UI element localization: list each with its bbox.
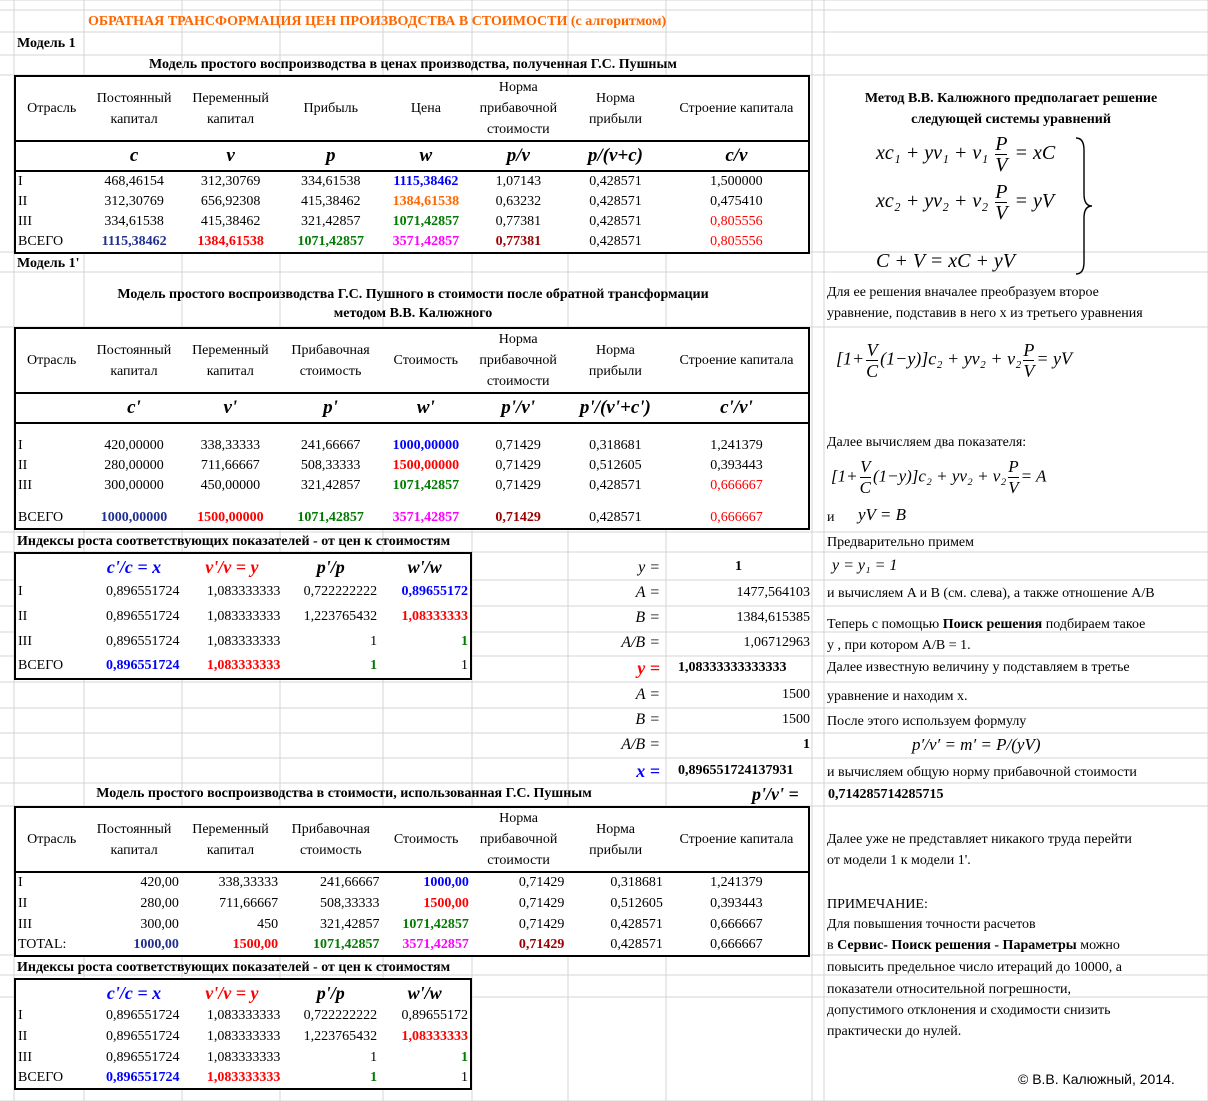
cell: 280,00 bbox=[140, 895, 179, 911]
cell: 1,083333333 bbox=[206, 633, 281, 649]
model1-label: Модель 1 bbox=[17, 36, 76, 51]
table-row bbox=[15, 893, 809, 914]
cell: I bbox=[18, 174, 23, 189]
cell: 1 bbox=[379, 629, 471, 654]
page-title: ОБРАТНАЯ ТРАНСФОРМАЦИЯ ЦЕН ПРОИЗВОДСТВА В СТОИМОСТИ (с алгоритмом) bbox=[88, 14, 667, 29]
index2-table bbox=[14, 978, 472, 1090]
cell: 0,428571 bbox=[589, 214, 642, 229]
table-row bbox=[15, 654, 471, 679]
calc-value: 1477,564103 bbox=[736, 585, 810, 600]
cell: 0,71429 bbox=[518, 895, 565, 911]
cell: 1071,42857 bbox=[392, 214, 460, 229]
header-cell: Норма прибыли bbox=[589, 821, 643, 858]
cell: 1071,42857 bbox=[297, 234, 364, 249]
cell: 1,083333333 bbox=[206, 658, 281, 673]
calc-label: B = bbox=[635, 711, 660, 728]
cell: 0,428571 bbox=[589, 478, 642, 493]
table-row bbox=[15, 872, 809, 893]
eq2-left: xc₂ + yv₂ + v₂ bbox=[876, 190, 989, 213]
header-cell: Отрасль bbox=[27, 832, 77, 847]
cell: II bbox=[18, 458, 28, 473]
cell: II bbox=[18, 895, 28, 911]
symbol-cell: p/v bbox=[506, 145, 530, 166]
cell: 1384,61538 bbox=[197, 234, 264, 249]
eq1-right: = xC bbox=[1014, 142, 1056, 165]
header-cell: Прибавочная стоимость bbox=[291, 821, 370, 858]
cell: 450,00000 bbox=[200, 478, 261, 493]
cell: 420,00 bbox=[140, 875, 179, 890]
table-row bbox=[15, 1005, 471, 1026]
table-row bbox=[15, 476, 809, 496]
cell: 1,500000 bbox=[710, 174, 763, 189]
cell: 1500,00 bbox=[423, 895, 469, 911]
copyright: © В.В. Калюжный, 2014. bbox=[1018, 1071, 1175, 1087]
cell: 1 bbox=[379, 654, 471, 679]
header-cell: Стоимость bbox=[393, 832, 459, 847]
calc-label: A = bbox=[635, 584, 660, 601]
symbol-cell: c' bbox=[127, 397, 141, 418]
cell: 0,896551724 bbox=[105, 608, 180, 624]
cell: TOTAL: bbox=[18, 937, 67, 952]
cell: 321,42857 bbox=[300, 478, 361, 493]
eq1-left: xc₁ + yv₁ + v₁ bbox=[876, 142, 989, 165]
calc-value: 1,08333333333333 bbox=[678, 660, 787, 675]
cell: 1,07143 bbox=[495, 174, 542, 189]
cell: II bbox=[18, 608, 28, 624]
cell: III bbox=[18, 916, 32, 932]
header-cell: Норма прибавочной стоимости bbox=[479, 332, 557, 389]
cell: 1500,00000 bbox=[197, 510, 264, 525]
cell: 1 bbox=[370, 658, 378, 673]
cell: 0,428571 bbox=[610, 916, 663, 932]
cell: 1115,38462 bbox=[101, 234, 167, 249]
cell: 0,77381 bbox=[495, 234, 542, 249]
equation-4: [1+ $\frac{V}{C}$ (1−y)]c₂ + yv₂ + v₂ $\frac{P}{V}$ = yV bbox=[836, 340, 1072, 381]
text-4: Предварительно примем bbox=[827, 535, 975, 550]
header-cell: Строение капитала bbox=[679, 832, 794, 847]
header-cell: Отрасль bbox=[27, 353, 77, 368]
calc-label: A/B = bbox=[621, 736, 660, 753]
model1p-label: Модель 1' bbox=[17, 256, 80, 271]
symbol-cell: p' bbox=[323, 397, 338, 418]
cell: 711,66667 bbox=[219, 895, 279, 911]
header-cell: Стоимость bbox=[393, 353, 459, 368]
cell: II bbox=[18, 1028, 28, 1044]
cell: 0,896551724 bbox=[105, 583, 180, 599]
cell: 1000,00 bbox=[423, 875, 469, 890]
cell: 0,393443 bbox=[710, 895, 763, 911]
equation-7: y = y₁ = 1 bbox=[832, 557, 898, 574]
cell: 0,71429 bbox=[518, 875, 565, 890]
table-row bbox=[15, 212, 809, 232]
cell: I bbox=[18, 875, 23, 890]
cell: 415,38462 bbox=[200, 214, 261, 229]
text-3: Далее вычисляем два показателя: bbox=[827, 435, 1027, 450]
header-cell: p'/p bbox=[316, 982, 345, 1003]
header-cell: Строение капитала bbox=[679, 353, 794, 368]
table-row bbox=[15, 192, 809, 212]
table-row bbox=[15, 579, 471, 604]
note-title: ПРИМЕЧАНИЕ: bbox=[827, 897, 928, 912]
table-row bbox=[15, 935, 809, 956]
cell: 321,42857 bbox=[300, 214, 361, 229]
cell: ВСЕГО bbox=[18, 658, 64, 673]
header-cell: Норма прибыли bbox=[588, 342, 642, 379]
cell: 1,223765432 bbox=[303, 608, 378, 624]
cell: 0,896551724 bbox=[105, 1070, 180, 1085]
model1p-caption-2: методом В.В. Калюжного bbox=[333, 306, 493, 321]
cell: 321,42857 bbox=[319, 916, 380, 932]
eq6-and: и bbox=[827, 510, 835, 525]
cell: I bbox=[18, 438, 23, 453]
cell: 0,71429 bbox=[495, 510, 541, 525]
cell: 0,428571 bbox=[589, 234, 642, 249]
model1p-table bbox=[14, 327, 810, 530]
text-11: и вычисляем общую норму прибавочной стоимости bbox=[827, 765, 1137, 780]
header-cell: Постоянный капитал bbox=[96, 90, 172, 127]
text-9: уравнение и находим x. bbox=[827, 689, 968, 704]
cell: 0,475410 bbox=[710, 194, 763, 209]
equation-6: yV = B bbox=[858, 505, 906, 524]
cell: 1,223765432 bbox=[303, 1028, 378, 1044]
cell: 241,66667 bbox=[300, 438, 361, 453]
cell: 0,428571 bbox=[589, 174, 642, 189]
calc-value: 0,896551724137931 bbox=[678, 763, 794, 778]
fraction-p-v: $\frac{P}{V}$ bbox=[995, 133, 1008, 176]
table-row bbox=[15, 436, 809, 456]
cell: 1384,61538 bbox=[392, 194, 460, 209]
cell: 1000,00000 bbox=[392, 438, 460, 453]
cell: 1500,00 bbox=[232, 937, 279, 952]
header-cell: Отрасль bbox=[27, 101, 77, 116]
calc-value: 1,06712963 bbox=[743, 635, 810, 650]
header-cell: Прибавочная стоимость bbox=[291, 342, 370, 379]
cell: 1115,38462 bbox=[393, 174, 459, 189]
index1-caption: Индексы роста соответствующих показателей - от цен к стоимостям bbox=[17, 534, 451, 549]
cell: 3571,42857 bbox=[392, 510, 460, 525]
cell: 0,77381 bbox=[495, 214, 542, 229]
cell: 1,241379 bbox=[710, 875, 763, 890]
cell: 420,00000 bbox=[104, 438, 164, 453]
equation-5: [1+ $\frac{V}{C}$ (1−y)]c₂ + yv₂ + v₂ $\frac{P}{V}$ = A bbox=[831, 457, 1047, 497]
text-7: y , при котором A/B = 1. bbox=[827, 638, 971, 653]
cell: 0,666667 bbox=[710, 510, 763, 525]
model2-caption: Модель простого воспроизводства в стоимости, использованная Г.С. Пушным bbox=[96, 786, 592, 801]
cell: 334,61538 bbox=[104, 214, 164, 229]
cell: 0,666667 bbox=[710, 916, 763, 932]
cell: 280,00000 bbox=[104, 458, 164, 473]
cell: 0,428571 bbox=[610, 937, 663, 952]
cell: 508,33333 bbox=[319, 895, 380, 911]
text-2: уравнение, подставив в него x из третьего уравнения bbox=[827, 306, 1143, 321]
cell: 0,71429 bbox=[495, 438, 541, 453]
table-row bbox=[15, 1047, 471, 1068]
cell: 1,083333333 bbox=[206, 1007, 281, 1023]
calc-label: A = bbox=[635, 686, 660, 703]
cell: 0,805556 bbox=[710, 214, 763, 229]
symbol-cell: c/v bbox=[725, 145, 748, 166]
cell: I bbox=[18, 583, 23, 599]
cell: 300,00 bbox=[140, 916, 179, 932]
cell: ВСЕГО bbox=[18, 1070, 64, 1085]
note-5: допустимого отклонения и сходимости снизить bbox=[827, 1003, 1111, 1018]
cell: 1,083333333 bbox=[206, 1028, 281, 1044]
text-8: Далее известную величину y подставляем в третье bbox=[827, 660, 1130, 675]
cell: 0,896551724 bbox=[105, 1028, 180, 1044]
cell: 0,896551724 bbox=[105, 1007, 180, 1023]
header-cell: w'/w bbox=[379, 553, 471, 579]
cell: 450 bbox=[257, 916, 279, 932]
symbol-cell: p bbox=[325, 145, 336, 166]
cell: 0,71429 bbox=[518, 916, 565, 932]
cell: ВСЕГО bbox=[18, 234, 64, 249]
cell: 711,66667 bbox=[200, 458, 260, 473]
header-cell: Строение капитала bbox=[679, 101, 794, 116]
header-cell: Норма прибыли bbox=[588, 90, 642, 127]
cell: 0,71429 bbox=[495, 458, 541, 473]
cell: III bbox=[18, 478, 32, 493]
cell: 0,63232 bbox=[495, 194, 542, 209]
cell: 0,512605 bbox=[610, 895, 663, 911]
cell: 338,33333 bbox=[200, 438, 261, 453]
cell: 3571,42857 bbox=[402, 937, 469, 952]
eq2-right: = yV bbox=[1014, 190, 1055, 213]
cell: 1500,00000 bbox=[392, 458, 460, 473]
symbol-cell: c'/v' bbox=[720, 397, 753, 418]
calc-value: 1500 bbox=[782, 687, 810, 702]
cell: ВСЕГО bbox=[18, 510, 64, 525]
table-row bbox=[15, 914, 809, 935]
cell: 1000,00000 bbox=[100, 510, 168, 525]
text-6: Теперь с помощью Поиск решения подбираем такое bbox=[827, 617, 1146, 632]
cell: 1,083333333 bbox=[206, 1049, 281, 1065]
system-brace-icon bbox=[1074, 136, 1096, 276]
text-1: Для ее решения вначалее преобразуем второе bbox=[827, 285, 1099, 300]
header-cell: p'/p bbox=[316, 556, 345, 577]
header-cell: Норма прибавочной стоимости bbox=[479, 811, 558, 868]
table-row bbox=[15, 171, 809, 192]
cell: 0,722222222 bbox=[303, 1007, 378, 1023]
cell: 3571,42857 bbox=[392, 234, 460, 249]
cell: 0,428571 bbox=[589, 194, 642, 209]
table-row bbox=[15, 629, 471, 654]
cell: 241,66667 bbox=[319, 875, 380, 890]
calc-value: 1 bbox=[803, 737, 810, 752]
cell: 1,08333333 bbox=[379, 604, 471, 629]
cell: 1,241379 bbox=[710, 438, 763, 453]
cell: 1 bbox=[370, 1070, 378, 1085]
text-13: от модели 1 к модели 1'. bbox=[827, 853, 971, 868]
calc-label: y = bbox=[638, 559, 660, 576]
header-cell: Норма прибавочной стоимости bbox=[479, 80, 558, 137]
cell: 0,805556 bbox=[710, 234, 763, 249]
header-cell: v'/v = y bbox=[205, 982, 259, 1003]
cell: 0,722222222 bbox=[303, 583, 378, 599]
header-cell: Постоянный капитал bbox=[96, 821, 172, 858]
cell: 1 bbox=[370, 633, 378, 649]
fraction-p-v: $\frac{P}{V}$ bbox=[995, 181, 1008, 224]
text-12: Далее уже не представляет никакого труда перейти bbox=[827, 832, 1132, 847]
header-cell: Постоянный капитал bbox=[96, 342, 172, 379]
cell: 334,61538 bbox=[300, 174, 361, 189]
header-cell: Прибыль bbox=[303, 101, 358, 116]
header-cell: Переменный капитал bbox=[192, 821, 269, 858]
cell: 415,38462 bbox=[300, 194, 361, 209]
cell: 0,512605 bbox=[589, 458, 642, 473]
cell: III bbox=[18, 633, 32, 649]
cell: 1 bbox=[370, 1049, 378, 1065]
cell: 1071,42857 bbox=[402, 916, 469, 932]
symbol-cell: p/(v+c) bbox=[587, 145, 644, 166]
cell: 338,33333 bbox=[218, 875, 279, 890]
cell: 0,896551724 bbox=[105, 633, 180, 649]
table-row bbox=[15, 456, 809, 476]
cell: 312,30769 bbox=[104, 194, 164, 209]
table-row bbox=[15, 604, 471, 629]
cell: 312,30769 bbox=[200, 174, 261, 189]
header-cell: Цена bbox=[410, 101, 441, 116]
cell: 0,89655172 bbox=[379, 579, 471, 604]
index2-caption: Индексы роста соответствующих показателей - от цен к стоимостям bbox=[17, 960, 451, 975]
pv-value: 0,714285714285715 bbox=[828, 787, 944, 802]
note-4: показатели относительной погрешности, bbox=[827, 982, 1072, 997]
equation-2 bbox=[876, 182, 1054, 223]
note-3: повысить предельное число итераций до 10000, а bbox=[827, 960, 1122, 975]
cell: 0,71429 bbox=[495, 478, 541, 493]
table-row bbox=[15, 1068, 471, 1089]
cell: 0,318681 bbox=[589, 438, 642, 453]
calc-value: 1 bbox=[735, 559, 742, 574]
note-6: практически до нулей. bbox=[827, 1024, 962, 1039]
cell: 0,318681 bbox=[610, 875, 663, 890]
model2-table bbox=[14, 806, 810, 957]
cell: 0,896551724 bbox=[105, 658, 180, 673]
text-5: и вычисляем A и B (см. слева), а также отношение A/B bbox=[827, 586, 1155, 601]
header-cell: w'/w bbox=[407, 982, 442, 1003]
cell: 0,89655172 bbox=[401, 1007, 468, 1023]
symbol-cell: v bbox=[226, 145, 235, 166]
calc-value: 1500 bbox=[782, 712, 810, 727]
table-row bbox=[15, 508, 809, 529]
cell: 1071,42857 bbox=[392, 478, 460, 493]
cell: II bbox=[18, 194, 28, 209]
equation-1 bbox=[876, 134, 1055, 175]
symbol-cell: v' bbox=[223, 397, 238, 418]
calc-label: A/B = bbox=[621, 634, 660, 651]
cell: III bbox=[18, 1049, 32, 1065]
cell: 0,896551724 bbox=[105, 1049, 180, 1065]
model1p-caption-1: Модель простого воспроизводства Г.С. Пушного в стоимости после обратной трансформации bbox=[117, 287, 709, 302]
cell: 0,428571 bbox=[589, 510, 642, 525]
pv-label: p'/v' = bbox=[752, 784, 799, 804]
calc-label: B = bbox=[635, 609, 660, 626]
cell: III bbox=[18, 214, 32, 229]
table-row bbox=[15, 1026, 471, 1047]
symbol-cell: c bbox=[129, 145, 139, 166]
equation-8: p′/v′ = m′ = P/(yV) bbox=[912, 735, 1041, 754]
index1-table bbox=[14, 552, 472, 680]
cell: I bbox=[18, 1007, 23, 1023]
cell: 0,666667 bbox=[710, 478, 763, 493]
header-cell: Переменный капитал bbox=[192, 342, 269, 379]
cell: 1,083333333 bbox=[206, 608, 281, 624]
cell: 0,393443 bbox=[710, 458, 763, 473]
equation-3: C + V = xC + yV bbox=[876, 250, 1015, 272]
table-row bbox=[15, 232, 809, 253]
note-1: Для повышения точности расчетов bbox=[827, 917, 1036, 932]
cell: 300,00000 bbox=[104, 478, 164, 493]
symbol-cell: w bbox=[419, 145, 433, 166]
header-cell: Переменный капитал bbox=[192, 90, 269, 127]
cell: 1000,00 bbox=[133, 937, 179, 952]
cell: 468,46154 bbox=[104, 174, 164, 189]
cell: 0,71429 bbox=[518, 937, 565, 952]
header-cell: v'/v = y bbox=[205, 556, 259, 577]
text-10: После этого используем формулу bbox=[827, 714, 1027, 729]
model1-table bbox=[14, 75, 810, 254]
symbol-cell: w' bbox=[416, 397, 435, 418]
cell: 508,33333 bbox=[300, 458, 361, 473]
cell: 1,083333333 bbox=[206, 1070, 281, 1085]
symbol-cell: p'/v' bbox=[501, 397, 536, 418]
header-cell: c'/c = x bbox=[106, 556, 162, 577]
cell: 0,666667 bbox=[710, 937, 763, 952]
calc-label: y = bbox=[637, 658, 660, 678]
cell: 1,08333333 bbox=[401, 1028, 468, 1044]
calc-value: 1384,615385 bbox=[736, 610, 810, 625]
cell: 1071,42857 bbox=[312, 937, 380, 952]
cell: 1 bbox=[461, 1049, 468, 1065]
cell: 1071,42857 bbox=[297, 510, 364, 525]
model1-caption: Модель простого воспроизводства в ценах производства, полученная Г.С. Пушным bbox=[149, 57, 677, 72]
cell: 656,92308 bbox=[200, 194, 261, 209]
cell: 1 bbox=[461, 1070, 468, 1085]
note-2: в Сервис- Поиск решения - Параметры можно bbox=[827, 938, 1120, 953]
symbol-cell: p'/(v'+c') bbox=[579, 397, 651, 418]
cell: 1,083333333 bbox=[206, 583, 281, 599]
method-title: Метод В.В. Калюжного предполагает решение следующей системы уравнений bbox=[864, 91, 1158, 127]
header-cell: c'/c = x bbox=[106, 982, 162, 1003]
calc-label: x = bbox=[636, 761, 660, 781]
